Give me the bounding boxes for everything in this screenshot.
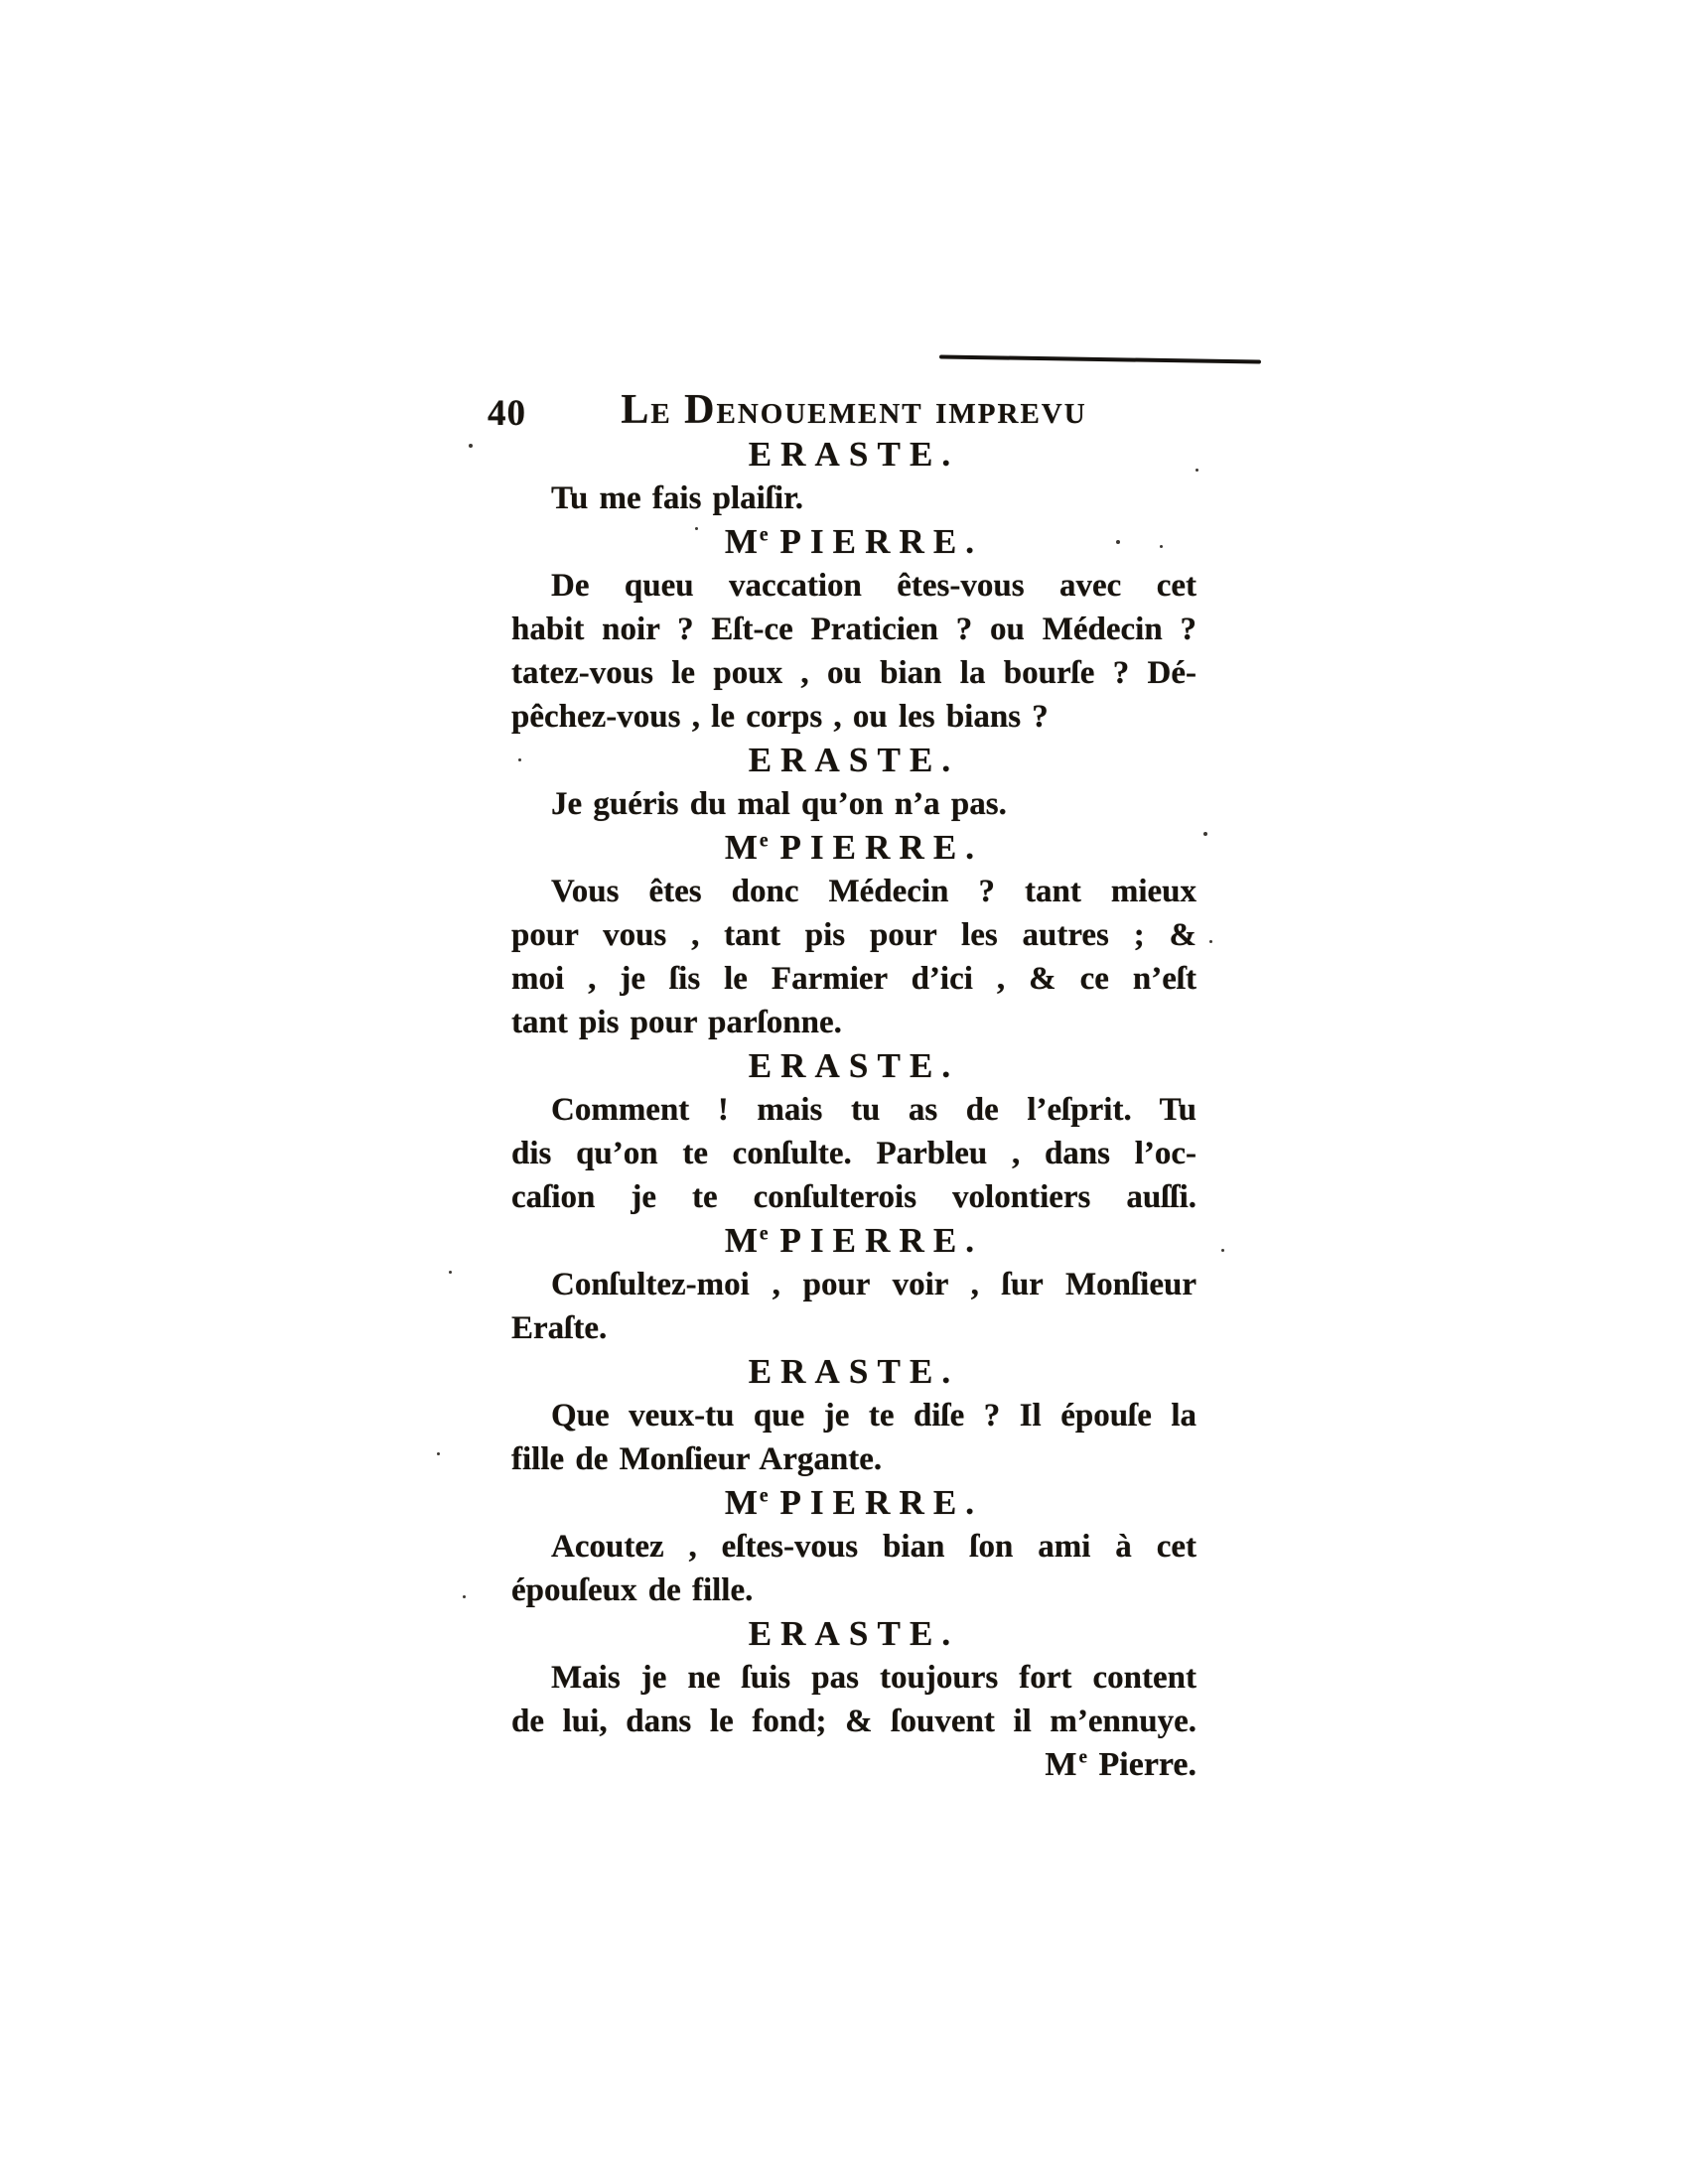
scan-artifact-line [939,354,1261,363]
running-title: Le Denouement imprevu [621,387,1087,433]
dialogue-line: pêchez-vous , le corps , ou les bians ? [511,699,1049,735]
dialogue-line: moi , je ſis le Farmier d’ici , & ce n’eſt [511,961,1196,997]
ink-speck [518,758,521,761]
page-header [488,387,1196,434]
dialogue-line: caſion je te conſulterois volontiers auſſi. [511,1179,1196,1215]
dialogue-line: De queu vaccation êtes-vous avec cet [551,568,1196,604]
speaker-heading: ERASTE. [748,1046,960,1085]
catchword: M $^e$ Pierre. [1045,1746,1196,1783]
ink-speck [1221,1249,1224,1252]
ink-speck [1203,832,1207,836]
speaker-heading: M $^e$ PIERRE. [724,522,984,561]
dialogue-line: Eraſte. [511,1310,608,1346]
speaker-heading: M $^e$ PIERRE. [724,1483,984,1522]
ink-speck [449,1271,452,1274]
speaker-heading: M $^e$ PIERRE. [724,1221,984,1260]
ink-speck [469,444,473,448]
speaker-heading: M $^e$ PIERRE. [724,828,984,867]
dialogue-line: Comment ! mais tu as de l’eſprit. Tu [551,1092,1196,1128]
dialogue-line: Que veux-tu que je te diſe ? Il épouſe la [551,1398,1196,1433]
dialogue-line: tant pis pour parſonne. [511,1005,842,1040]
dialogue-line: de lui, dans le fond; & ſouvent il m’ennuye. [511,1704,1196,1739]
ink-speck [1116,540,1120,544]
speaker-heading: ERASTE. [748,1614,960,1653]
dialogue-line: Acoutez , eſtes-vous bian ſon ami à cet [551,1529,1196,1565]
dialogue-line: Mais je ne ſuis pas toujours fort content [551,1660,1196,1696]
dialogue-line: habit noir ? Eſt-ce Praticien ? ou Médecin ? [511,612,1196,647]
dialogue-line: Je guéris du mal qu’on n’a pas. [551,786,1007,822]
speaker-heading: ERASTE. [748,435,960,474]
text-column [511,433,1196,1787]
dialogue-line: fille de Monſieur Argante. [511,1441,883,1477]
dialogue-line: pour vous , tant pis pour les autres ; & [511,917,1196,953]
ink-speck [1196,469,1198,472]
ink-speck [1160,545,1163,548]
dialogue-line: Tu me fais plaiſir. [551,480,804,516]
dialogue-line: tatez-vous le poux , ou bian la bourſe ? Dé- [511,655,1196,691]
speaker-heading: ERASTE. [748,741,960,779]
speaker-heading: ERASTE. [748,1352,960,1391]
ink-speck [437,1452,440,1455]
dialogue-line: Conſultez-moi , pour voir , ſur Monſieur [551,1267,1196,1302]
ink-speck [1209,940,1212,943]
ink-speck [463,1595,466,1598]
dialogue-line: Vous êtes donc Médecin ? tant mieux [551,874,1196,909]
dialogue-line: épouſeux de fille. [511,1572,754,1608]
dialogue-line: dis qu’on te conſulte. Parbleu , dans l’oc- [511,1136,1196,1171]
ink-speck [695,527,698,530]
page-number: 40 [488,393,526,434]
